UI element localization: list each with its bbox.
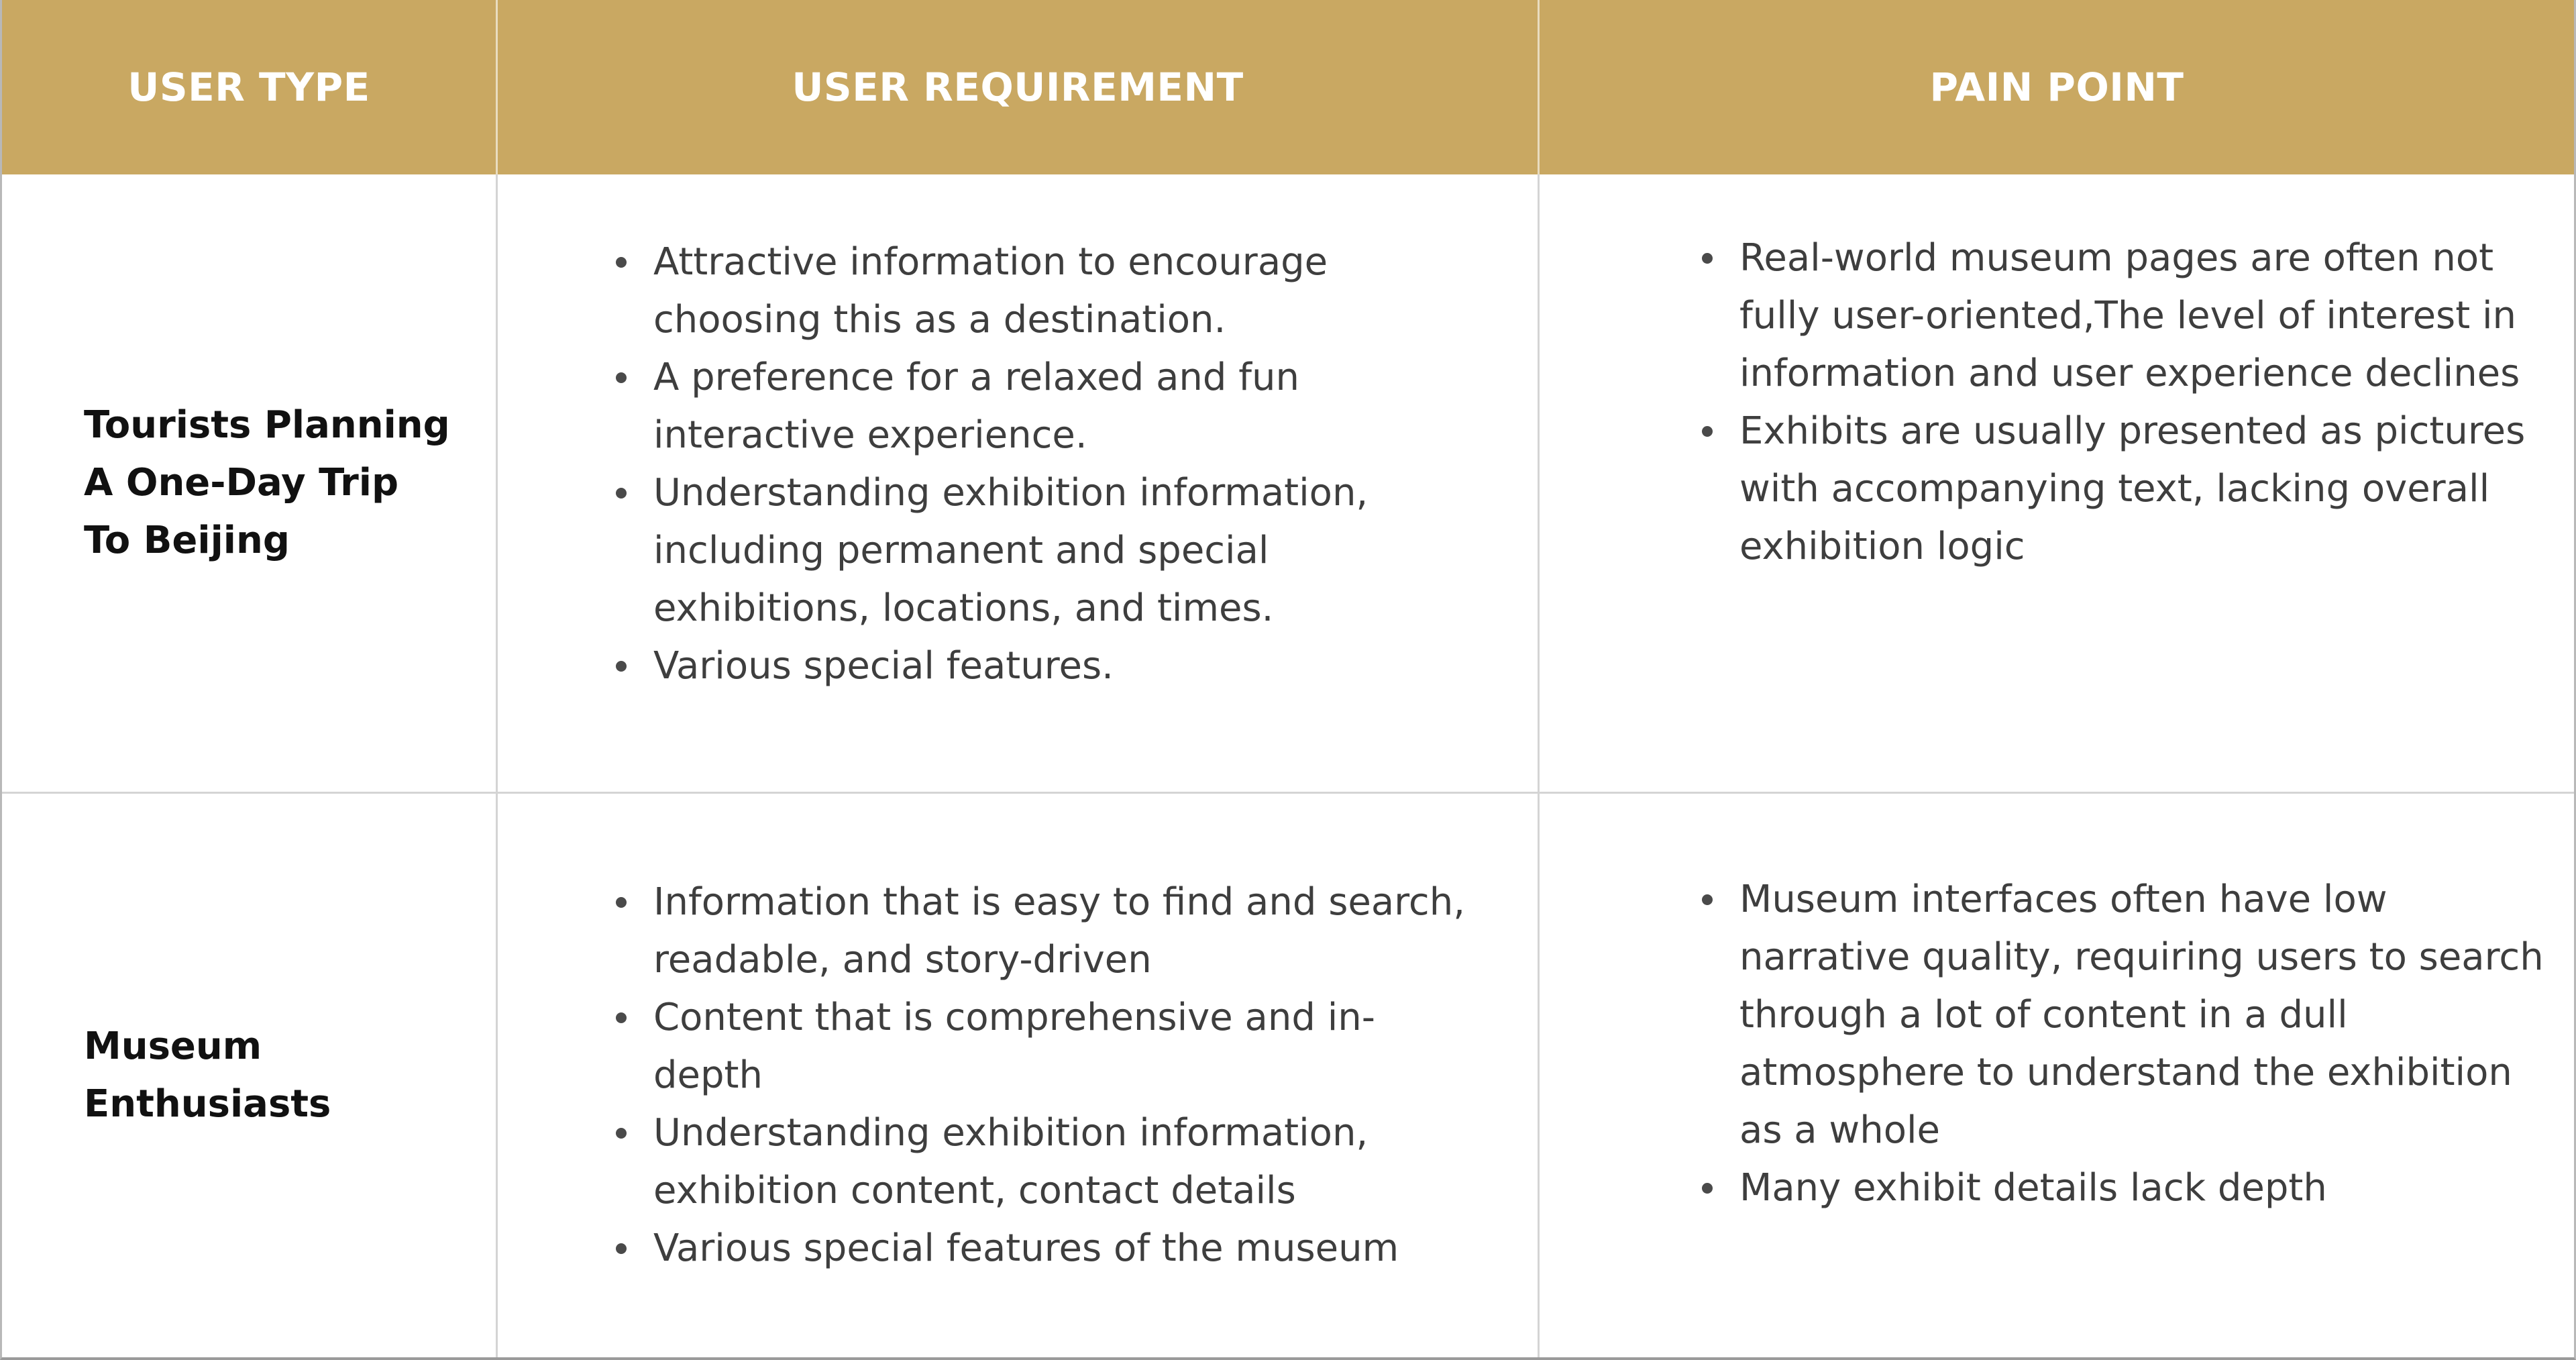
list-item: Real-world museum pages are often not fully user-oriented,The level of interest in information and user experience declines [1702,229,2525,403]
user-type-cell [2,174,496,792]
header-user-type: USER TYPE [127,64,370,110]
list-item: Information that is easy to find and search, readable, and story-driven [616,874,1465,989]
requirements-list [616,233,1368,695]
list-item: A preference for a relaxed and fun interactive experience. [616,349,1368,464]
header-user-requirement: USER REQUIREMENT [496,0,1538,174]
pain-points-cell [1538,794,2574,1357]
requirements-list [616,874,1465,1277]
list-item: Museum interfaces often have low narrative quality, requiring users to search through a lot of content in a dull atmosphere to understand the exhibition as a whole [1702,871,2544,1159]
list-item: Understanding exhibition information, exhibition content, contact details [616,1104,1465,1220]
table-row [2,174,2574,792]
list-item: Exhibits are usually presented as pictures with accompanying text, lacking overall exhibition logic [1702,403,2525,576]
pain-points-cell [1538,174,2574,792]
pain-points-list [1702,229,2525,576]
user-type-cell [2,794,496,1357]
list-item: Various special features of the museum [616,1220,1465,1277]
table-row [2,792,2574,1357]
requirements-cell [496,174,1538,792]
user-type-label: Tourists Planning A One-Day Trip To Beijing [84,403,450,562]
list-item: Content that is comprehensive and in- depth [616,989,1465,1104]
pain-points-list [1702,871,2544,1217]
user-type-label: Museum Enthusiasts [84,1025,331,1126]
table-header [2,0,2574,174]
requirements-cell [496,794,1538,1357]
list-item: Many exhibit details lack depth [1702,1159,2544,1217]
list-item: Various special features. [616,637,1368,695]
header-pain-point: PAIN POINT [1538,0,2574,174]
list-item: Attractive information to encourage choosing this as a destination. [616,233,1368,349]
list-item: Understanding exhibition information, including permanent and special exhibitions, locations, and times. [616,464,1368,637]
